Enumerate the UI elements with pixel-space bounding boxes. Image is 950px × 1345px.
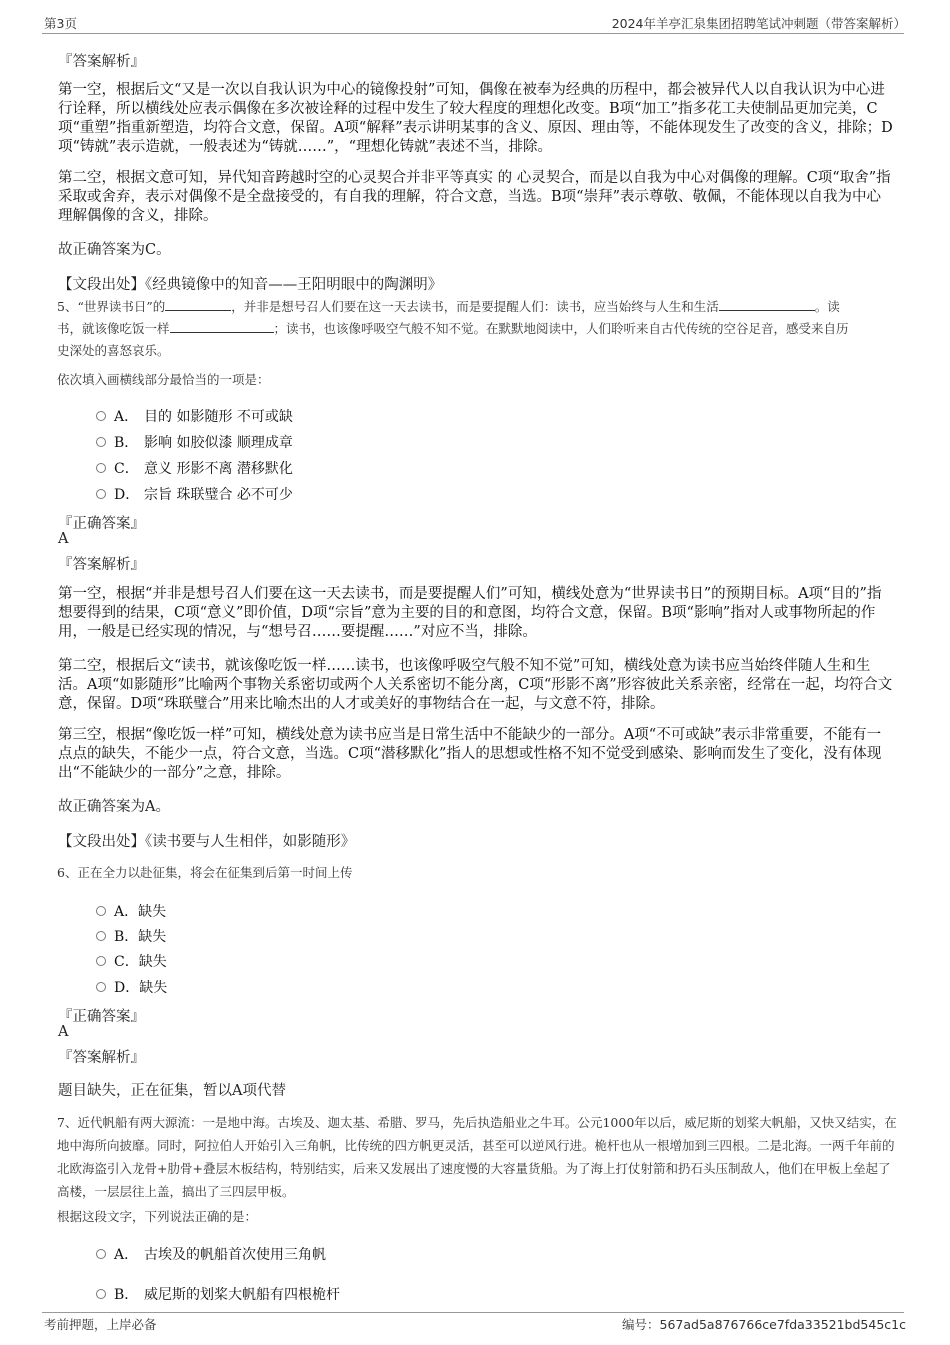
header-divider (42, 33, 904, 34)
answer-conclusion: 故正确答案为C。 (58, 242, 171, 258)
question-prompt: 依次填入画横线部分最恰当的一项是： (57, 372, 270, 387)
fill-blank (170, 318, 274, 333)
source-citation: 【文段出处】《经典镜像中的知音——王阳明眼中的陶渊明》 (58, 277, 443, 293)
option-b[interactable]: B． 影响 如胶似漆 顺理成章 (96, 432, 293, 452)
radio-icon[interactable] (96, 956, 106, 966)
radio-icon[interactable] (96, 906, 106, 916)
page-number: 第3页 (44, 16, 77, 31)
stem-text: 5、“世界读书日”的 (57, 299, 166, 314)
correct-answer-label: 『正确答案』 (58, 516, 145, 532)
option-a[interactable]: A． 古埃及的帆船首次使用三角帆 (96, 1244, 326, 1264)
question-stem: 6、正在全力以赴征集，将会在征集到后第一时间上传 (57, 865, 353, 880)
stem-text: ；读书，也该像呼吸空气般不知不觉。在默默地阅读中，人们聆听来自古代传统的空谷足音，感受来自历 (273, 321, 849, 336)
stem-text: 书，就该像吃饭一样 (57, 321, 170, 336)
radio-icon[interactable] (96, 463, 106, 473)
analysis-label: 『答案解析』 (58, 557, 145, 573)
footer-divider (42, 1312, 904, 1313)
analysis-paragraph: 第一空，根据后文“又是一次以自我认识为中心的镜像投射”可知，偶像在被奉为经典的历程中，都会被异代人以自我认识为中心进行诠释，所以横线处应表示偶像在多次被诠释的过程中发生了较大程度的理想化改变。B项“加工”指多花工夫使制品更加完美，C项“重塑”指重新塑造，均符合文意，保留。A项“解释”表示讲明某事的含义、原因、理由等，不能体现发生了改变的含义，排除；D项“铸就”表示造就，一般表述为“铸就……”，“理想化铸就”表述不当，排除。 (58, 82, 893, 155)
radio-icon[interactable] (96, 931, 106, 941)
correct-answer: A (58, 531, 69, 547)
document-id: 编号：567ad5a876766ce7fda33521bd545c1c (622, 1317, 906, 1332)
correct-answer-label: 『正确答案』 (58, 1009, 145, 1025)
fill-blank (165, 296, 231, 311)
option-c[interactable]: C．缺失 (96, 951, 167, 971)
option-b[interactable]: B． 威尼斯的划桨大帆船有四根桅杆 (96, 1284, 340, 1304)
document-title: 2024年羊亭汇泉集团招聘笔试冲刺题（带答案解析） (611, 16, 906, 31)
option-a[interactable]: A． 目的 如影随形 不可或缺 (96, 406, 293, 426)
analysis-paragraph: 第一空，根据“并非是想号召人们要在这一天去读书，而是要提醒人们”可知，横线处意为“世界读书日”的预期目标。A项“目的”指想要得到的结果，C项“意义”即价值，D项“宗旨”意为主要的目的和意图，均符合文意，保留。B项“影响”指对人或事物所起的作用，一般是已经实现的情况，与“想号召……要提醒……”对应不当，排除。 (58, 586, 882, 640)
option-a[interactable]: A．缺失 (96, 901, 166, 921)
radio-icon[interactable] (96, 489, 106, 499)
analysis-paragraph: 第二空，根据文意可知，异代知音跨越时空的心灵契合并非平等真实 的 心灵契合，而是以自我为中心对偶像的理解。C项“取舍”指采取或舍弃，表示对偶像不是全盘接受的，有自我的理解，符合文意，当选。B项“崇拜”表示尊敬、敬佩，不能体现以自我为中心理解偶像的含义，排除。 (58, 170, 891, 224)
analysis-paragraph: 题目缺失，正在征集，暂以A项代替 (58, 1083, 286, 1099)
analysis-paragraph: 第二空，根据后文“读书，就该像吃饭一样……读书，也该像呼吸空气般不知不觉”可知，横线处意为读书应当始终伴随人生和生活。A项“如影随形”比喻两个事物关系密切或两个人关系密切不能分离，C项“形影不离”形容彼此关系亲密，经常在一起，均符合文意，保留。D项“珠联璧合”用来比喻杰出的人才或美好的事物结合在一起，与文意不符，排除。 (58, 658, 893, 712)
question-stem (57, 296, 897, 362)
fill-blank (719, 296, 815, 311)
analysis-label: 『答案解析』 (58, 54, 145, 70)
radio-icon[interactable] (96, 1249, 106, 1259)
footer-slogan: 考前押题，上岸必备 (44, 1317, 157, 1332)
option-d[interactable]: D． 宗旨 珠联璧合 必不可少 (96, 484, 293, 504)
question-stem: 7、近代帆船有两大源流：一是地中海。古埃及、迦太基、希腊、罗马，先后执造船业之牛耳。公元1000年以后，威尼斯的划桨大帆船，又快又结实，在地中海所向披靡。同时，阿拉伯人开始引入三角帆，比传统的四方帆更灵活，甚至可以逆风行进。桅杆也从一根增加到三四根。二是北海。一两千年前的北欧海盗引入龙骨+肋骨+叠层木板结构，特别结实，后来又发展出了速度慢的大容量货船。为了海上打仗射箭和扔石头压制敌人，他们在甲板上垒起了高楼，一层层往上盖，搞出了三四层甲板。 (57, 1115, 897, 1199)
question-prompt: 根据这段文字，下列说法正确的是： (57, 1209, 258, 1224)
radio-icon[interactable] (96, 982, 106, 992)
correct-answer: A (58, 1024, 69, 1040)
stem-text: 。读 (814, 299, 840, 314)
option-d[interactable]: D．缺失 (96, 977, 167, 997)
source-citation: 【文段出处】《读书要与人生相伴，如影随形》 (58, 834, 356, 850)
option-b[interactable]: B．缺失 (96, 926, 166, 946)
analysis-paragraph: 第三空，根据“像吃饭一样”可知，横线处意为读书应当是日常生活中不能缺少的一部分。A项“不可或缺”表示非常重要，不能有一点点的缺失，不能少一点，符合文意，当选。C项“潜移默化”指人的思想或性格不知不觉受到感染、影响而发生了变化，没有体现出“不能缺少的一部分”之意，排除。 (58, 727, 882, 781)
option-c[interactable]: C． 意义 形影不离 潜移默化 (96, 458, 293, 478)
stem-text: 史深处的喜怒哀乐。 (57, 343, 170, 358)
radio-icon[interactable] (96, 1289, 106, 1299)
radio-icon[interactable] (96, 411, 106, 421)
answer-conclusion: 故正确答案为A。 (58, 799, 170, 815)
radio-icon[interactable] (96, 437, 106, 447)
stem-text: ，并非是想号召人们要在这一天去读书，而是要提醒人们：读书，应当始终与人生和生活 (231, 299, 719, 314)
analysis-label: 『答案解析』 (58, 1050, 145, 1066)
